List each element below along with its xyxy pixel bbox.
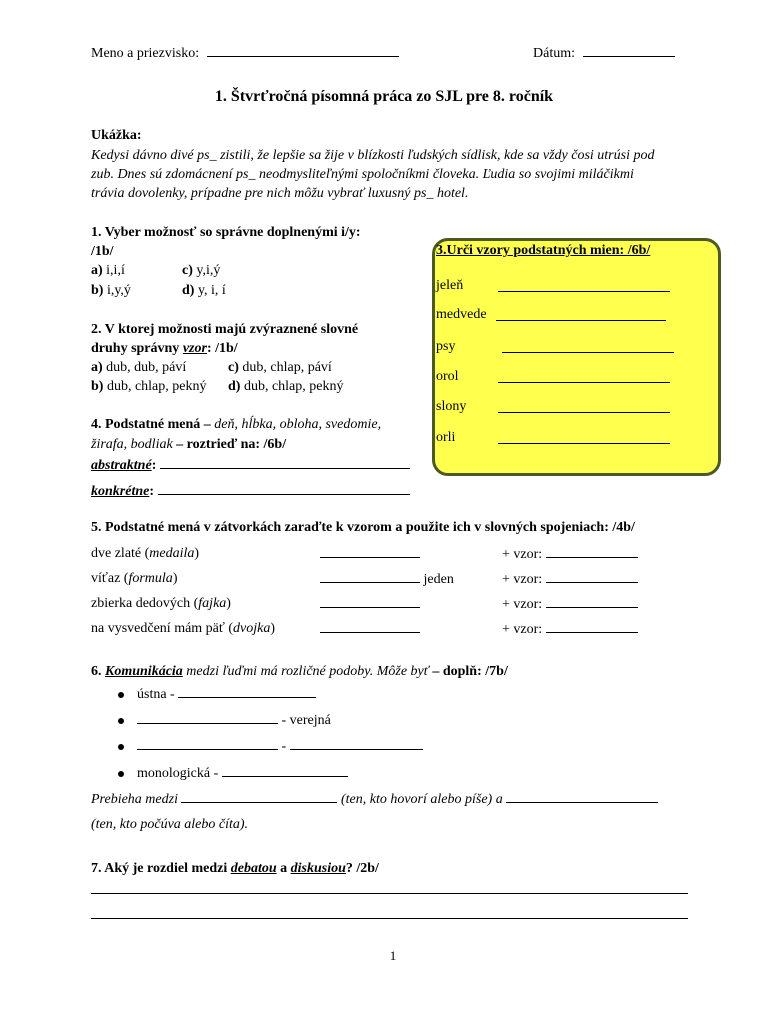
q5-text: ): [270, 621, 276, 636]
option-text: dub, chlap, pekný: [243, 379, 344, 394]
option-letter: d): [182, 283, 195, 298]
q5-answer-field[interactable]: [320, 570, 420, 583]
q6-sentence: [91, 790, 658, 809]
option-letter: b): [91, 283, 104, 298]
q6-answer-field[interactable]: [137, 737, 278, 750]
q4-lead: 4. Podstatné mená –: [91, 417, 215, 432]
option-text: dub, chlap, páví: [242, 360, 332, 375]
option-text: dub, chlap, pekný: [106, 379, 207, 394]
option-letter: b): [91, 379, 104, 394]
q5-answer-field[interactable]: [320, 595, 420, 608]
q6-bullet-text: - verejná: [278, 713, 331, 728]
option-text: y,i,ý: [196, 263, 221, 278]
vzor-field[interactable]: [546, 620, 638, 633]
name-label-row: [91, 44, 399, 63]
q5-vzor: [502, 620, 638, 639]
option-letter: c): [228, 360, 239, 375]
q5-word: medaila: [149, 546, 195, 561]
q3-answer-field[interactable]: [498, 431, 670, 444]
q7-points: ? /2b/: [345, 861, 379, 876]
q3-item: [436, 368, 459, 386]
option-text: i,i,í: [106, 263, 125, 278]
q1-prompt: 1. Vyber možnosť so správne doplnenými i/y:: [91, 225, 361, 240]
vzor-field[interactable]: [546, 570, 638, 583]
option-letter: c): [182, 263, 193, 278]
q5-heading: 5. Podstatné mená v zátvorkách zaraďte k vzorom a použite ich v slovných spojeniach: /4b/: [91, 520, 635, 535]
q3-item: [436, 306, 487, 324]
q5-row-answer: [320, 620, 420, 639]
q2-option-a[interactable]: [91, 359, 186, 377]
q6-text: (ten, kto hovorí alebo píše) a: [337, 792, 507, 807]
q5-text: ): [194, 546, 200, 561]
q1-option-c[interactable]: [182, 262, 220, 280]
q3-word: jeleň: [436, 278, 464, 293]
bullet-icon: [118, 718, 124, 724]
q5-vzor: [502, 545, 638, 564]
q3-item: [436, 338, 455, 356]
q3-item: [436, 398, 466, 416]
q5-text: dve zlaté (: [91, 546, 150, 561]
q5-row-label: [91, 570, 177, 588]
q3-item: [436, 429, 455, 447]
q2-option-c[interactable]: [228, 359, 332, 377]
q4-words: žirafa, bodliak: [91, 437, 173, 452]
q6-fill: doplň:: [442, 664, 482, 679]
q7-text: 7. Aký je rozdiel medzi: [91, 861, 231, 876]
vzor-label: + vzor:: [502, 622, 543, 637]
q6-num: 6.: [91, 664, 105, 679]
q6-bullet-text: -: [278, 739, 290, 754]
q3-item: [436, 277, 463, 295]
q3-answer-field[interactable]: [498, 279, 670, 292]
q7-prompt: [91, 860, 379, 878]
q3-answer-field[interactable]: [502, 340, 674, 353]
sample-line: Kedysi dávno divé ps_ zistili, že lepšie sa žije v blízkosti ľudských sídlisk, kde sa vždy čosi utrúsi pod: [91, 148, 655, 163]
q5-row-answer: [320, 545, 420, 564]
q7-word: debatou: [230, 861, 277, 876]
q3-word: medvede: [436, 307, 487, 322]
q6-bullet-text: monologická -: [137, 766, 222, 781]
q6-answer-field[interactable]: [290, 737, 423, 750]
q5-word: dvojka: [233, 621, 271, 636]
concrete-row: [91, 482, 410, 501]
q5-row-answer: [320, 570, 454, 589]
q2-keyword: vzor: [182, 341, 207, 356]
q3-answer-field[interactable]: [498, 370, 670, 383]
vzor-label: + vzor:: [502, 547, 543, 562]
bullet-icon: [118, 771, 124, 777]
q3-word: orli: [436, 430, 456, 445]
q5-text: ): [226, 596, 231, 611]
q3-word: psy: [436, 339, 456, 354]
q5-after: jeden: [420, 572, 454, 587]
bullet-icon: [118, 692, 124, 698]
concrete-field[interactable]: [158, 482, 410, 495]
q6-answer-field[interactable]: [222, 764, 348, 777]
q3-word: slony: [436, 399, 467, 414]
q4-points: – roztrieď na: /6b/: [172, 437, 287, 452]
q3-heading: 3.Urči vzory podstatných mien: /6b/: [436, 243, 651, 258]
q5-vzor: [502, 595, 638, 614]
option-text: dub, dub, páví: [106, 360, 187, 375]
q6-text: Prebieha medzi: [91, 792, 182, 807]
q2-points: : /1b/: [206, 341, 238, 356]
q4-prompt-line2: [91, 436, 286, 454]
q3-word: orol: [436, 369, 459, 384]
name-field[interactable]: [207, 44, 399, 57]
vzor-label: + vzor:: [502, 597, 543, 612]
page-title: 1. Štvrťročná písomná práca zo SJL pre 8. ročník: [214, 88, 554, 105]
q6-sentence-line2: (ten, kto počúva alebo číta).: [91, 817, 249, 832]
q5-row-label: [91, 545, 199, 563]
q6-bullet-item: [137, 685, 316, 704]
q6-answer-field[interactable]: [178, 685, 316, 698]
bullet-icon: [118, 744, 124, 750]
date-field[interactable]: [583, 44, 675, 57]
sample-line: zub. Dnes sú zdomácnení ps_ neodmysliteľnými spoločníkmi človeka. Ľudia so svojimi miláčikmi: [91, 167, 634, 182]
q7-word: diskusiou: [290, 861, 346, 876]
q7-answer-line[interactable]: [91, 893, 688, 894]
q3-answer-field[interactable]: [496, 308, 666, 321]
q7-answer-line[interactable]: [91, 918, 688, 919]
colon: :: [149, 484, 155, 499]
q6-bullet-item: [137, 764, 348, 783]
q2-option-b[interactable]: [91, 378, 206, 396]
q1-option-a[interactable]: [91, 262, 125, 280]
q6-answer-field[interactable]: [506, 790, 658, 803]
q5-row-answer: [320, 595, 420, 614]
q4-prompt: [91, 416, 381, 434]
q2-prompt-line2: [91, 340, 238, 358]
q5-vzor: [502, 570, 638, 589]
q6-answer-field[interactable]: [137, 711, 278, 724]
q4-words: deň, hĺbka, obloha, svedomie,: [214, 417, 382, 432]
vzor-label: + vzor:: [502, 572, 543, 587]
q5-answer-field[interactable]: [320, 620, 420, 633]
q5-text: zbierka dedových (: [91, 596, 199, 611]
q5-word: fajka: [198, 596, 227, 611]
q5-text: na vysvedčení mám päť (: [91, 621, 234, 636]
q2-prompt: 2. V ktorej možnosti majú zvýraznené slovné: [91, 322, 359, 337]
vzor-field[interactable]: [546, 595, 638, 608]
q1-option-b[interactable]: [91, 282, 131, 300]
q5-answer-field[interactable]: [320, 545, 420, 558]
sample-heading: Ukážka:: [91, 128, 142, 143]
name-label: Meno a priezvisko:: [91, 46, 200, 61]
date-label: Dátum:: [533, 46, 575, 61]
option-letter: d): [228, 379, 241, 394]
q5-row-label: [91, 620, 275, 638]
q6-bullet-text: ústna -: [137, 687, 179, 702]
option-letter: a): [91, 360, 103, 375]
sample-line: trávia dovolenky, prípadne pre nich môžu vybrať luxusný ps_ hotel.: [91, 186, 469, 201]
q6-dash: –: [428, 664, 443, 679]
q6-text: medzi ľuďmi má rozličné podoby. Môže byť: [182, 664, 429, 679]
q6-bullet-item: [137, 711, 331, 730]
q6-keyword: Komunikácia: [105, 664, 183, 679]
date-label-row: [533, 44, 675, 63]
q1-option-d[interactable]: [182, 282, 226, 300]
vzor-field[interactable]: [546, 545, 638, 558]
colon: :: [151, 458, 157, 473]
q6-bullet-item: [137, 737, 423, 756]
q5-word: formula: [128, 571, 173, 586]
q1-points: /1b/: [91, 244, 114, 259]
option-text: y, i, í: [197, 283, 226, 298]
q6-answer-field[interactable]: [181, 790, 337, 803]
abstract-label: abstraktné: [91, 458, 152, 473]
q6-heading: [91, 663, 508, 681]
q5-row-label: [91, 595, 231, 613]
option-letter: a): [91, 263, 103, 278]
option-text: i,y,ý: [106, 283, 131, 298]
q5-text: ): [172, 571, 178, 586]
concrete-label: konkrétne: [91, 484, 150, 499]
abstract-row: [91, 456, 410, 475]
q3-answer-field[interactable]: [498, 400, 670, 413]
q2-option-d[interactable]: [228, 378, 343, 396]
abstract-field[interactable]: [160, 456, 410, 469]
q5-text: víťaz (: [91, 571, 129, 586]
q6-points: /7b/: [481, 664, 508, 679]
q2-text: druhy správny: [91, 341, 183, 356]
page-number: 1: [389, 948, 397, 963]
q7-text: a: [276, 861, 291, 876]
